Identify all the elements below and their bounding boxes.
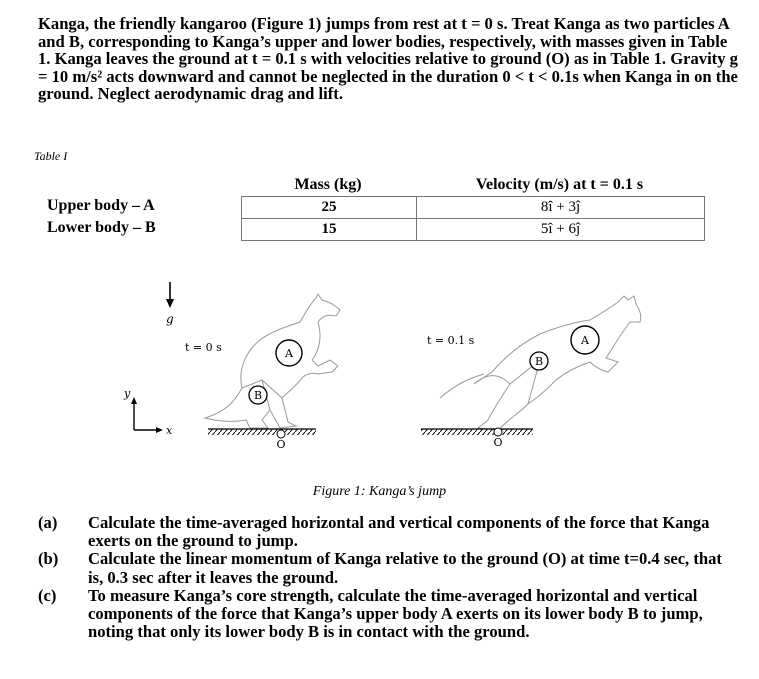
table-row xyxy=(242,197,705,219)
velocity-cell-b: 5î + 6ĵ xyxy=(417,219,705,241)
mass-cell-a: 25 xyxy=(242,197,417,219)
origin-marker-left xyxy=(277,430,285,438)
row-label-upper-body: Upper body – A xyxy=(47,197,155,214)
point-b-label-end: B xyxy=(534,355,544,368)
figure-caption: Figure 1: Kanga’s jump xyxy=(312,484,447,499)
table-label: Table I xyxy=(34,149,68,163)
ground-hatch-right xyxy=(421,429,533,435)
question-label: (c) xyxy=(38,585,57,605)
kangaroo-sitting-icon xyxy=(205,294,340,428)
axes-icon xyxy=(131,397,163,433)
problem-statement: Kanga, the friendly kangaroo (Figure 1) jumps from rest at t = 0 s. Treat Kanga as two particles A and B, corresponding to Kanga’s upper and lower bodies, respectively, with masses given in Table 1. Kanga leaves the ground at t = 0.1 s with velocities relative to ground (O) as in Table 1. Gravity g = 10 m/s² acts downward and cannot be neglected in the duration 0 < t < 0.1s when Kanga in on the ground. Neglect aerodynamic drag and lift. xyxy=(38,14,738,104)
velocity-cell-a: 8î + 3ĵ xyxy=(417,197,705,219)
origin-marker-right xyxy=(494,428,502,436)
data-table xyxy=(241,196,705,241)
point-a-label-end: A xyxy=(581,334,589,347)
point-a-label-start: A xyxy=(285,347,293,360)
velocity-column-header: Velocity (m/s) at t = 0.1 s xyxy=(475,176,644,193)
question-c xyxy=(38,587,738,642)
axis-x-label: x xyxy=(166,424,173,437)
point-b-label-start: B xyxy=(253,389,263,402)
origin-label-right: O xyxy=(493,436,503,449)
gravity-arrow-icon xyxy=(166,282,174,308)
questions-list xyxy=(38,514,738,641)
question-text: Calculate the linear momentum of Kanga relative to the ground (O) at time t=0.4 sec, that is, 0.3 sec after it leaves the ground. xyxy=(88,549,722,587)
time-label-start: t = 0 s xyxy=(185,341,222,354)
question-text: Calculate the time-averaged horizontal and vertical components of the force that Kanga exerts on the ground to jump. xyxy=(88,513,710,551)
question-a xyxy=(38,514,738,550)
question-label: (a) xyxy=(38,513,58,532)
row-label-lower-body: Lower body – B xyxy=(47,219,156,236)
axis-y-label: y xyxy=(124,387,131,400)
ground-hatch-left xyxy=(208,429,316,435)
table-row xyxy=(242,219,705,241)
question-text: To measure Kanga’s core strength, calculate the time-averaged horizontal and vertical components of the force that Kanga’s upper body A exerts on its lower body B to jump, noting that only its lower body B is in contact with the ground. xyxy=(88,585,703,642)
question-label: (b) xyxy=(38,549,59,569)
gravity-label: g xyxy=(166,312,174,326)
mass-column-header: Mass (kg) xyxy=(294,176,362,193)
time-label-end: t = 0.1 s xyxy=(427,334,475,347)
mass-cell-b: 15 xyxy=(242,219,417,241)
kangaroo-figure xyxy=(100,278,589,468)
question-b xyxy=(38,550,738,586)
origin-label-left: O xyxy=(276,438,286,451)
